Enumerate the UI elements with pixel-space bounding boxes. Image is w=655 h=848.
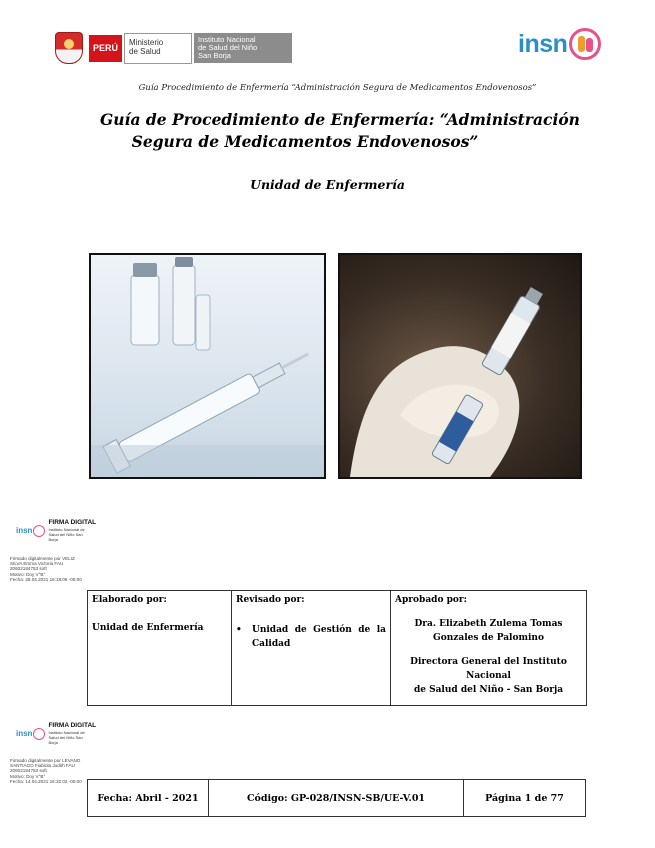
ministerio-label: Ministerio de Salud xyxy=(124,33,192,64)
elaborado-cell: Elaborado por: Unidad de Enfermería xyxy=(88,591,232,706)
digital-signature-stamp: insn FIRMA DIGITAL Instituto Nacional de Salud del Niño San Borja xyxy=(16,519,97,542)
peru-label: PERÚ xyxy=(89,35,122,62)
insn-children-icon xyxy=(569,28,601,60)
digital-signature-text: Firmado digitalmente por LEVANO SANTIAGO Fiabiola Judith FAU 20602184753 soft Motivo: Doy V°B° Fecha: 14.04.2021 16:32:02 -05:00 xyxy=(10,758,82,784)
unit-title: Unidad de Enfermería xyxy=(250,177,405,192)
instituto-label: Instituto Nacional de Salud del Niño San Borja xyxy=(194,33,292,63)
insn-children-icon xyxy=(33,525,45,537)
insn-children-icon xyxy=(33,728,45,740)
document-title: Guía de Procedimiento de Enfermería: “Administración Segura de Medicamentos Endovenosos” xyxy=(100,110,580,151)
bullet-icon: • xyxy=(236,625,242,635)
running-header: Guía Procedimiento de Enfermería “Administración Segura de Medicamentos Endovenosos” xyxy=(138,83,537,93)
footer-date: Fecha: Abril - 2021 xyxy=(88,780,209,817)
footer-code: Código: GP-028/INSN-SB/UE-V.01 xyxy=(209,780,464,817)
aprobado-cell: Aprobado por: Dra. Elizabeth Zulema Tomas Gonzales de Palomino Directora General del Instituto Nacional de Salud del Niño - San Borja xyxy=(391,591,587,706)
revisado-cell: Revisado por: • Unidad de Gestión de la Calidad xyxy=(232,591,391,706)
insn-logo xyxy=(518,28,601,60)
ministerio-salud-logo xyxy=(55,32,292,64)
digital-signature-stamp: insn FIRMA DIGITAL Instituto Nacional de Salud del Niño San Borja xyxy=(16,722,97,745)
gloved-hand-vial-photo xyxy=(338,253,582,479)
footer-page-number: Página 1 de 77 xyxy=(464,780,586,817)
vials-syringe-photo xyxy=(89,253,326,479)
digital-signature-text: Firmado digitalmente por VELIZ SILVA Emma Victoria FAU 20602184753 soft Motivo: Doy V°B° Fecha: 28.04.2021 16:18:06 -05:00 xyxy=(10,556,82,582)
insn-logo-text: insn xyxy=(518,29,568,58)
peru-coat-of-arms-icon xyxy=(55,32,83,64)
footer-table xyxy=(87,779,586,817)
approval-table xyxy=(87,590,587,706)
